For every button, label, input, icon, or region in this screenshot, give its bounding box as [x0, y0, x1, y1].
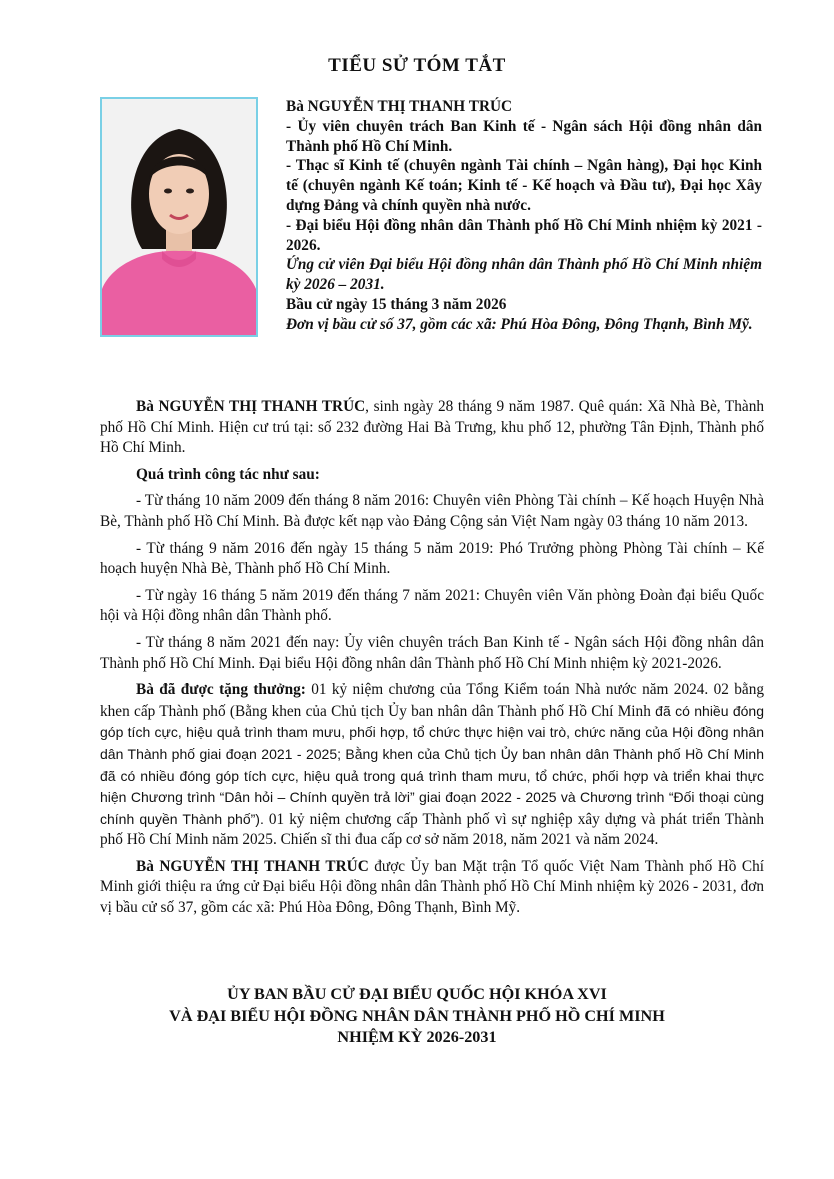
intro-text: , sinh ngày 28 tháng 9 năm 1987. Quê quán: Xã Nhà Bè, Thành phố Hồ Chí Minh. Hiện cư trú tại: số 232 đường Hai Bà Trưng, khu phố 12, phường Tân Định, Thành phố Hồ Chí Minh.	[100, 398, 764, 457]
career-heading	[100, 465, 764, 486]
footer-line: ỦY BAN BẦU CỬ ĐẠI BIỂU QUỐC HỘI KHÓA XVI	[227, 985, 607, 1003]
bio-summary	[286, 97, 762, 335]
bio-candidate: Ứng cử viên Đại biểu Hội đồng nhân dân Thành phố Hồ Chí Minh nhiệm kỳ 2026 – 2031.	[286, 256, 762, 294]
awards-heading: Bà đã được tặng thưởng:	[136, 681, 306, 699]
bio-line: - Đại biểu Hội đồng nhân dân Thành phố Hồ Chí Minh nhiệm kỳ 2021 - 2026.	[286, 216, 762, 254]
intro-name: Bà NGUYỄN THỊ THANH TRÚC	[136, 398, 366, 415]
awards-text-small: đã có nhiều đóng góp tích cực, hiệu quả trình tham mưu, phối hợp, tổ chức thực hiện vai trò, chức năng của Hội đồng nhân dân Thành phố giai đoạn 2021 - 2025; Bằng khen của Chủ tịch Ủy ban nhân dân Thành phố Hồ Chí Minh đã có nhiều đóng góp tích cực, hiệu quả trong quá trình tham mưu, tổ chức, phối hợp và triển khai thực hiện Chương trình “Dân hỏi – Chính quyền trả lời” giai đoạn 2022 - 2025 và Chương trình “Đối thoại cùng chính quyền Thành phố”).	[100, 702, 765, 827]
bio-line: - Ủy viên chuyên trách Ban Kinh tế - Ngân sách Hội đồng nhân dân Thành phố Hồ Chí Minh.	[286, 117, 762, 155]
awards-text: 01 kỷ niệm chương cấp Thành phố vì sự nghiệp xây dựng và phát triển Thành phố Hồ Chí Minh năm 2025. Chiến sĩ thi đua cấp cơ sở năm 2018, năm 2021 và năm 2024.	[100, 810, 764, 849]
career-item: - Từ tháng 8 năm 2021 đến nay: Ủy viên chuyên trách Ban Kinh tế - Ngân sách Hội đồng nhân dân Thành phố Hồ Chí Minh. Đại biểu Hội đồng nhân dân Thành phố Hồ Chí Minh nhiệm kỳ 2021-2026.	[100, 633, 764, 672]
footer-line: NHIỆM KỲ 2026-2031	[337, 1028, 497, 1046]
page-title: TIỂU SỬ TÓM TẮT	[328, 55, 506, 76]
portrait-icon	[102, 99, 256, 335]
closing-paragraph	[100, 857, 764, 919]
bio-election-day: Bầu cử ngày 15 tháng 3 năm 2026	[286, 295, 507, 313]
signature-block	[0, 984, 834, 1049]
career-item: - Từ tháng 10 năm 2009 đến tháng 8 năm 2016: Chuyên viên Phòng Tài chính – Kế hoạch Huyện Nhà Bè, Thành phố Hồ Chí Minh. Bà được kết nạp vào Đảng Cộng sản Việt Nam ngày 03 tháng 10 năm 2013.	[100, 492, 764, 530]
bio-unit: Đơn vị bầu cử số 37, gồm các xã: Phú Hòa Đông, Đông Thạnh, Bình Mỹ.	[286, 315, 753, 333]
bio-name: Bà NGUYỄN THỊ THANH TRÚC	[286, 98, 513, 115]
bio-line: - Thạc sĩ Kinh tế (chuyên ngành Tài chính – Ngân hàng), Đại học Kinh tế (chuyên ngành Kế toán; Kinh tế - Kế hoạch và Đầu tư), Đại học Xây dựng Đảng và chính quyền nhà nước.	[286, 157, 762, 214]
closing-name: Bà NGUYỄN THỊ THANH TRÚC	[136, 857, 369, 875]
career-item: - Từ ngày 16 tháng 5 năm 2019 đến tháng 7 năm 2021: Chuyên viên Văn phòng Đoàn đại biểu Quốc hội và Hội đồng nhân dân Thành phố.	[100, 586, 764, 625]
awards-paragraph	[100, 680, 764, 851]
career-item: - Từ tháng 9 năm 2016 đến ngày 15 tháng 5 năm 2019: Phó Trưởng phòng Phòng Tài chính – Kế hoạch huyện Nhà Bè, Thành phố Hồ Chí Minh.	[100, 539, 764, 578]
portrait-photo	[100, 97, 258, 337]
closing-text: được Ủy ban Mặt trận Tổ quốc Việt Nam Thành phố Hồ Chí Minh giới thiệu ra ứng cử Đại biểu Hội đồng nhân dân Thành phố Hồ Chí Minh nhiệm kỳ 2026 - 2031, đơn vị bầu cử số 37, gồm các xã: Phú Hòa Đông, Đông Thạnh, Bình Mỹ.	[100, 857, 765, 917]
career-heading-text: Quá trình công tác như sau:	[136, 465, 320, 483]
biography-body	[100, 397, 764, 925]
footer-line: VÀ ĐẠI BIỂU HỘI ĐỒNG NHÂN DÂN THÀNH PHỐ HỒ CHÍ MINH	[169, 1006, 665, 1025]
intro-paragraph	[100, 397, 764, 459]
awards-text: 01 kỷ niệm chương của Tổng Kiểm toán Nhà nước năm 2024. 02 bằng khen cấp Thành phố (Bằng khen của Chủ tịch Ủy ban nhân dân Thành phố Hồ Chí Minh	[100, 681, 764, 720]
